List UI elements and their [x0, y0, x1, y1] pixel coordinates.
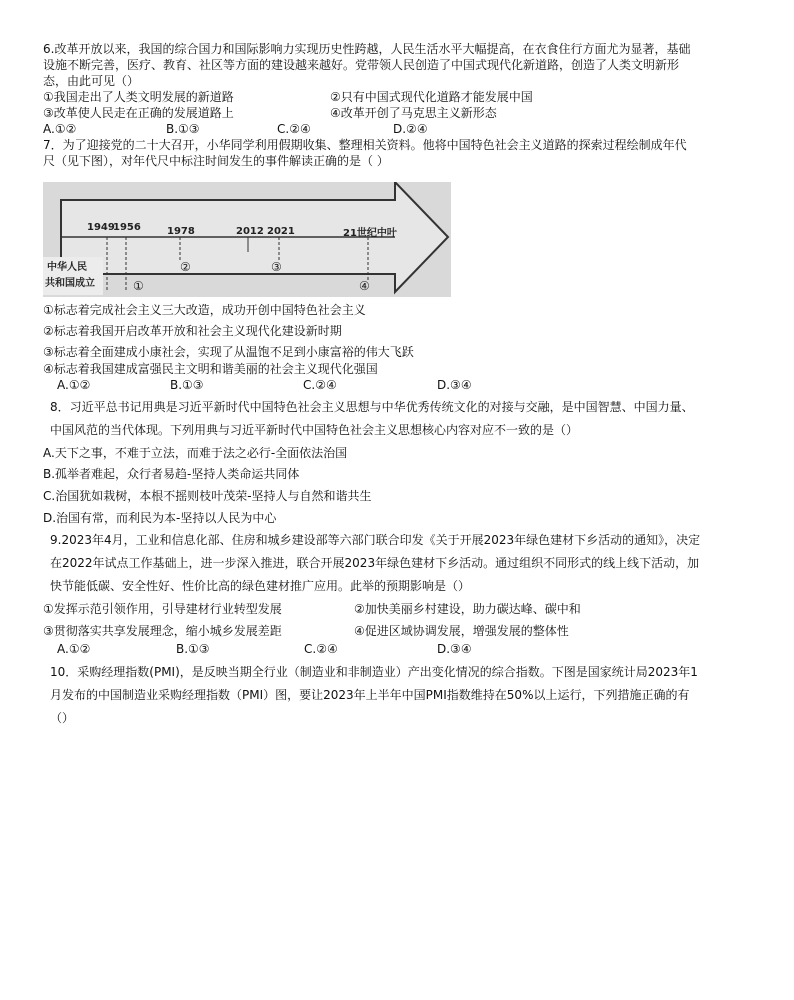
marker-1: ① — [133, 279, 144, 293]
q7-choice-a: A.①② — [57, 378, 91, 392]
q6-option-1: ①我国走出了人类文明发展的新道路 — [43, 90, 234, 104]
q8-option-b: B.孤举者难起，众行者易趋-坚持人类命运共同体 — [43, 467, 300, 481]
q7-choice-d: D.③④ — [437, 378, 472, 392]
q7-option-4: ④标志着我国建成富强民主文明和谐美丽的社会主义现代化强国 — [43, 362, 378, 376]
q8-option-d: D.治国有常，而利民为本-坚持以人民为中心 — [43, 511, 277, 525]
q7-line1: 7．为了迎接党的二十大召开，小华同学利用假期收集、整理相关资料。他将中国特色社会主义道路的探索过程绘制成年代 — [43, 138, 687, 152]
q6-choice-a: A.①② — [43, 122, 77, 136]
q6-option-4: ④改革开创了马克思主义新形态 — [330, 106, 497, 120]
timeline-arrow-svg — [43, 182, 451, 297]
q9-choice-b: B.①③ — [176, 642, 210, 656]
year-2012: 2012 — [236, 226, 264, 237]
q6-line3: 态，由此可见（） — [43, 74, 140, 88]
q6-line2: 设施不断完善，医疗、教育、社区等方面的建设越来越好。党带领人民创造了中国式现代化新道路，创造了人类文明新形 — [43, 58, 680, 72]
q7-option-1: ①标志着完成社会主义三大改造，成功开创中国特色社会主义 — [43, 303, 366, 317]
q6-option-3: ③改革使人民走在正确的发展道路上 — [43, 106, 234, 120]
q10-line1: 10．采购经理指数(PMI)，是反映当期全行业（制造业和非制造业）产出变化情况的综合指数。下图是国家统计局2023年1 — [50, 665, 698, 679]
year-1949: 1949 — [87, 222, 115, 233]
q10-line3: （） — [50, 711, 75, 725]
year-21c: 21世纪中叶 — [343, 228, 397, 239]
q8-line1: 8．习近平总书记用典是习近平新时代中国特色社会主义思想与中华优秀传统文化的对接与交融，是中国智慧、中国力量、 — [50, 400, 694, 414]
q9-choice-a: A.①② — [57, 642, 91, 656]
founding-label-1: 中华人民 — [47, 262, 87, 273]
q9-option-1: ①发挥示范引领作用，引导建材行业转型发展 — [43, 602, 282, 616]
q7-option-3: ③标志着全面建成小康社会，实现了从温饱不足到小康富裕的伟大飞跃 — [43, 345, 414, 359]
q6-option-2: ②只有中国式现代化道路才能发展中国 — [330, 90, 533, 104]
timeline-figure — [43, 182, 451, 297]
q9-line3: 快节能低碳、安全性好、性价比高的绿色建材推广应用。此举的预期影响是（） — [50, 579, 471, 593]
q7-line2: 尺（见下图），对年代尺中标注时间发生的事件解读正确的是（ ） — [43, 154, 389, 168]
q6-choice-d: D.②④ — [393, 122, 428, 136]
q10-line2: 月发布的中国制造业采购经理指数（PMI）图，要让2023年上半年中国PMI指数维持在50%以上运行，下列措施正确的有 — [50, 688, 690, 702]
founding-label-2: 共和国成立 — [45, 278, 95, 289]
q7-choice-b: B.①③ — [170, 378, 204, 392]
q9-option-3: ③贯彻落实共享发展理念，缩小城乡发展差距 — [43, 624, 282, 638]
q8-line2: 中国风范的当代体现。下列用典与习近平新时代中国特色社会主义思想核心内容对应不一致的是（） — [50, 423, 579, 437]
marker-3: ③ — [271, 260, 282, 274]
q7-choice-c: C.②④ — [303, 378, 337, 392]
q9-option-4: ④促进区域协调发展，增强发展的整体性 — [354, 624, 569, 638]
q7-option-2: ②标志着我国开启改革开放和社会主义现代化建设新时期 — [43, 324, 342, 338]
q8-option-a: A.天下之事，不难于立法，而难于法之必行-全面依法治国 — [43, 446, 348, 460]
q9-line2: 在2022年试点工作基础上，进一步深入推进，联合开展2023年绿色建材下乡活动。通过组织不同形式的线上线下活动，加 — [50, 556, 700, 570]
year-1956: 1956 — [113, 222, 141, 233]
q6-choice-b: B.①③ — [166, 122, 200, 136]
q6-choice-c: C.②④ — [277, 122, 311, 136]
q6-line1: 6.改革开放以来，我国的综合国力和国际影响力实现历史性跨越，人民生活水平大幅提高，在衣食住行方面尤为显著，基础 — [43, 42, 691, 56]
q9-choice-c: C.②④ — [304, 642, 338, 656]
q9-choice-d: D.③④ — [437, 642, 472, 656]
q9-line1: 9.2023年4月，工业和信息化部、住房和城乡建设部等六部门联合印发《关于开展2023年绿色建材下乡活动的通知》，决定 — [50, 533, 701, 547]
q9-option-2: ②加快美丽乡村建设，助力碳达峰、碳中和 — [354, 602, 581, 616]
year-1978: 1978 — [167, 226, 195, 237]
year-2021: 2021 — [267, 226, 295, 237]
marker-4: ④ — [359, 279, 370, 293]
marker-2: ② — [180, 260, 191, 274]
q8-option-c: C.治国犹如栽树，本根不摇则枝叶茂荣-坚持人与自然和谐共生 — [43, 489, 372, 503]
